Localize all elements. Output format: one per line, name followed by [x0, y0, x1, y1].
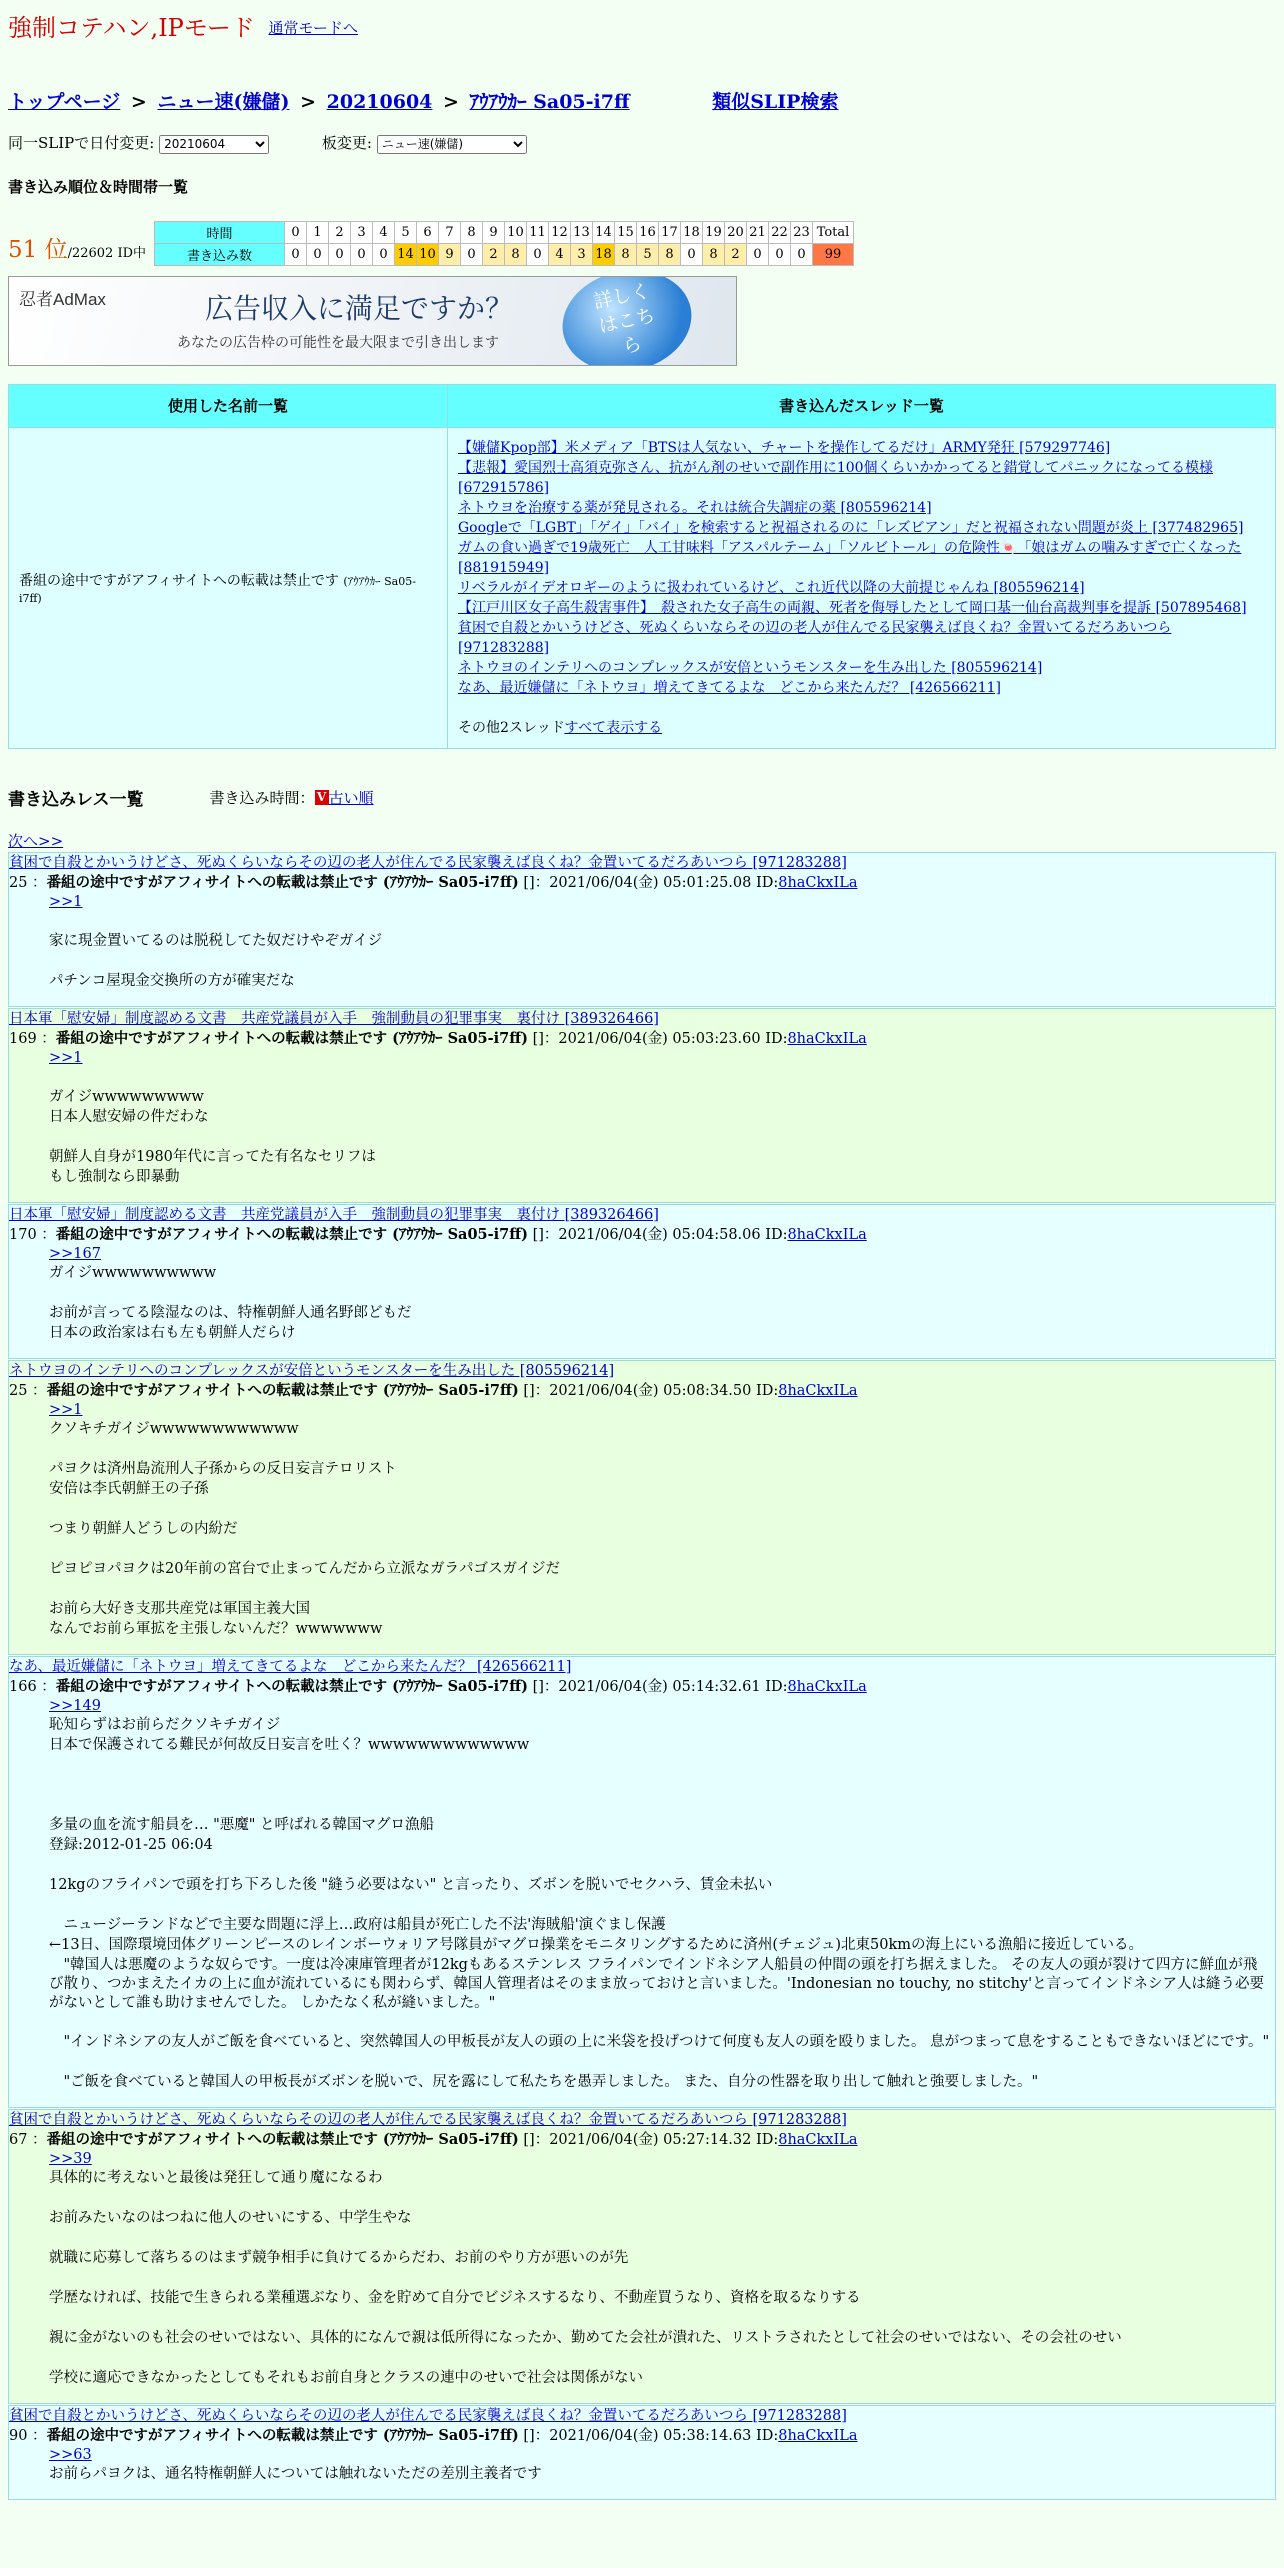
- hour-cell: 11: [527, 221, 549, 243]
- post-line: ピヨピヨパヨクは20年前の宮台で止まってんだから立派なガラパゴスガイジだ: [49, 1560, 561, 1577]
- post: [8, 2109, 1276, 2404]
- similar-slip-search-link[interactable]: 類似SLIP検索: [712, 91, 839, 113]
- post-thread-link[interactable]: 貧困で自殺とかいうけどさ、死ぬくらいならその辺の老人が住んでる民家襲えば良くね？金置いてるだろあいつら [971283288]: [9, 854, 847, 871]
- post-line: パチンコ屋現金交換所の方が確実だな: [49, 972, 295, 989]
- count-cell: 5: [637, 243, 659, 265]
- post-line: [49, 952, 1271, 972]
- date-change-label: 同一SLIPで日付変更:: [8, 134, 155, 152]
- post-line: "韓国人は悪魔のような奴らです。一度は冷凍庫管理者が12kgもあるステンレス フライパンでインドネシア人船員の仲間の頭を打ち据えました。 その友人の頭が裂けて四方に鮮血が飛び散り、つかまえたイカの上に血が流れているにも関わらず、韓国人管理者はそのまま放っておけと言いました。'Indonesian no touchy, no stitchy'と言ってインドネシア人は縫う必要がないとして誰も助けませんでした。 しかたなく私が縫いました。": [49, 1956, 1264, 2011]
- post-id-link[interactable]: 8haCkxILa: [778, 1382, 858, 1399]
- post-thread-link[interactable]: 貧困で自殺とかいうけどさ、死ぬくらいならその辺の老人が住んでる民家襲えば良くね？金置いてるだろあいつら [971283288]: [9, 2111, 847, 2128]
- count-cell: 3: [571, 243, 593, 265]
- post-body: [49, 1049, 1271, 1188]
- post-line: [49, 1796, 1271, 1816]
- post-line: お前が言ってる陰湿なのは、特権朝鮮人通名野郎どもだ: [49, 1304, 412, 1321]
- post-author: 番組の途中ですがアフィサイトへの転載は禁止です (ｱｳｱｳｶｰ Sa05-i7ff): [55, 1029, 528, 1047]
- hour-cell: 2: [329, 221, 351, 243]
- ad-button-label: 詳しくはこちら: [591, 278, 658, 358]
- post-line: "インドネシアの友人がご飯を食べていると、突然韓国人の甲板長が友人の頭の上に米袋を投げつけて何度も友人の頭を殴りました。 息がつまって息をすることもできないほどにです。": [49, 2033, 1270, 2050]
- post-line: [49, 2269, 1271, 2289]
- count-row: [155, 243, 854, 265]
- post-line: 朝鮮人自身が1980年代に言ってた有名なセリフは: [49, 1148, 376, 1165]
- post-thread-link[interactable]: 日本軍「慰安婦」制度認める文書 共産党議員が入手 強制動員の犯罪事実 裏付け [389326466]: [9, 1010, 659, 1027]
- count-cell: 0: [791, 243, 813, 265]
- hour-cell: 3: [351, 221, 373, 243]
- post-thread-link[interactable]: ネトウヨのインテリへのコンプレックスが安倍というモンスターを生み出した [805596214]: [9, 1362, 615, 1379]
- count-cell: 4: [549, 243, 571, 265]
- post-date: []：2021/06/04(金) 05:14:32.61 ID:: [528, 1678, 788, 1695]
- thread-list-item: [458, 498, 1265, 518]
- post-meta: 169 ：番組の途中ですがアフィサイトへの転載は禁止です (ｱｳｱｳｶｰ Sa05-i7ff) []：2021/06/04(金) 05:03:23.60 ID:8haCkxILa: [9, 1029, 867, 1047]
- hour-cell: 7: [439, 221, 461, 243]
- post-author: 番組の途中ですがアフィサイトへの転載は禁止です (ｱｳｱｳｶｰ Sa05-i7ff): [46, 2426, 519, 2444]
- count-cell: 2: [725, 243, 747, 265]
- post-thread-link[interactable]: 貧困で自殺とかいうけどさ、死ぬくらいならその辺の老人が住んでる民家襲えば良くね？金置いてるだろあいつら [971283288]: [9, 2407, 847, 2424]
- rank-total: /22602 ID中: [67, 245, 147, 261]
- ranking-section-title: 書き込み順位＆時間帯一覧: [8, 177, 189, 196]
- hour-cell: 17: [659, 221, 681, 243]
- count-cell: 0: [307, 243, 329, 265]
- rank-number: 51 位: [8, 236, 68, 263]
- count-cell: 0: [461, 243, 483, 265]
- thread-list-item: [458, 578, 1265, 598]
- post-body: [49, 893, 1271, 992]
- post-line: ニュージーランドなどで主要な問題に浮上…政府は船員が死亡した不法'海賊船'演ぐまし保護: [49, 1916, 666, 1933]
- threads-column-header: 書き込んだスレッド一覧: [448, 384, 1276, 427]
- breadcrumb-sep: >: [130, 91, 147, 113]
- more-threads-prefix: その他2スレッド: [458, 719, 565, 736]
- post: [8, 852, 1276, 1007]
- post-date: []：2021/06/04(金) 05:03:23.60 ID:: [528, 1030, 788, 1047]
- thread-list-item: [458, 438, 1265, 458]
- thread-link[interactable]: ネトウヨのインテリへのコンプレックスが安倍というモンスターを生み出した [805596214]: [458, 659, 1043, 676]
- count-cell: 8: [615, 243, 637, 265]
- post-body: [49, 1401, 1271, 1640]
- board-change-label: 板変更:: [321, 134, 372, 152]
- count-cell: 14: [395, 243, 417, 265]
- post-line: [49, 1756, 1271, 1776]
- thread-link[interactable]: 【江戸川区女子高生殺害事件】 殺された女子高生の両親、死者を侮辱したとして岡口基一仙台高裁判事を提訴 [507895468]: [458, 599, 1247, 616]
- ad-subtext: あなたの広告枠の可能性を最大限まで引き出します: [177, 334, 499, 351]
- post-line: 日本人慰安婦の件だわな: [49, 1108, 209, 1125]
- count-cell: 0: [285, 243, 307, 265]
- post-line: お前みたいなのはつねに他人のせいにする、中学生やな: [49, 2209, 412, 2226]
- post-line: お前らパヨクは、通名特権朝鮮人については触れないただの差別主義者です: [49, 2465, 542, 2482]
- thread-link[interactable]: Googleで「LGBT」「ゲイ」「バイ」を検索すると祝福されるのに「レズビアン」だと祝福されない問題が炎上 [377482965]: [458, 519, 1244, 536]
- thread-link[interactable]: 【悲報】愛国烈士高須克弥さん、抗がん剤のせいで副作用に100個くらいかかってると錯覚してパニックになってる模様 [672915786]: [458, 459, 1213, 496]
- count-cell: 18: [593, 243, 615, 265]
- thread-link[interactable]: 貧困で自殺とかいうけどさ、死ぬくらいならその辺の老人が住んでる民家襲えば良くね？金置いてるだろあいつら [971283288]: [458, 619, 1172, 656]
- breadcrumb-top[interactable]: トップページ: [8, 91, 121, 113]
- breadcrumb-slip[interactable]: ｱｳｱｳｶｰ Sa05-i7ff: [469, 91, 630, 113]
- post-line: 家に現金置いてるのは脱税してた奴だけやぞガイジ: [49, 932, 383, 949]
- post-line: つまり朝鮮人どうしの内紛だ: [49, 1520, 238, 1537]
- post-meta: 166 ：番組の途中ですがアフィサイトへの転載は禁止です (ｱｳｱｳｶｰ Sa05-i7ff) []：2021/06/04(金) 05:14:32.61 ID:8haCkxILa: [9, 1677, 867, 1695]
- more-threads: [458, 718, 1265, 738]
- post-body: [49, 1245, 1271, 1344]
- count-cell: 9: [439, 243, 461, 265]
- post-body: [49, 1697, 1271, 2093]
- post-list: [8, 852, 1276, 2500]
- post-line: ガイジwwwwwwwww: [49, 1088, 204, 1105]
- hour-cell: 5: [395, 221, 417, 243]
- post-body: [49, 2150, 1271, 2389]
- hour-cell: 15: [615, 221, 637, 243]
- post-date: []：2021/06/04(金) 05:01:25.08 ID:: [518, 874, 779, 891]
- poster-slip: (ｱｳｱｳｶｰ Sa05-i7ff): [19, 574, 416, 605]
- post-line: [49, 2229, 1271, 2249]
- ad-headline: 広告収入に満足ですか？: [205, 291, 514, 325]
- post-line: 日本で保護されてる難民が何故反日妄言を吐く？wwwwwwwwwwwww: [49, 1736, 530, 1753]
- post-line: "ご飯を食べていると韓国人の甲板長がズボンを脱いで、尻を露にして私たちを愚弄しました。 また、自分の性器を取り出して触れと強要しました。": [49, 2073, 1039, 2090]
- count-cell: 2: [483, 243, 505, 265]
- count-cell: 0: [527, 243, 549, 265]
- count-cell: 8: [505, 243, 527, 265]
- post-body: [49, 2446, 1271, 2485]
- post-number: 169: [9, 1030, 37, 1047]
- post: [8, 1204, 1276, 1359]
- post-line: [49, 2013, 1271, 2033]
- post-author: 番組の途中ですがアフィサイトへの転載は禁止です (ｱｳｱｳｶｰ Sa05-i7ff): [46, 873, 519, 891]
- hour-cell: 21: [747, 221, 769, 243]
- reply-anchor-link[interactable]: >>149: [49, 1697, 101, 1714]
- post-date: []：2021/06/04(金) 05:04:58.06 ID:: [528, 1226, 788, 1243]
- thread-link[interactable]: なあ、最近嫌儲に「ネトウヨ」増えてきてるよな どこから来たんだ？ [426566211]: [458, 679, 1001, 696]
- hour-cell: 13: [571, 221, 593, 243]
- post-line: 登録:2012-01-25 06:04: [49, 1836, 213, 1853]
- hour-total-header: Total: [813, 221, 854, 243]
- post-author: 番組の途中ですがアフィサイトへの転載は禁止です (ｱｳｱｳｶｰ Sa05-i7ff): [55, 1677, 528, 1695]
- hour-cell: 14: [593, 221, 615, 243]
- post-line: [49, 1068, 1271, 1088]
- post-line: なんでお前ら軍拡を主張しないんだ？wwwwwww: [49, 1620, 383, 1637]
- post-line: パヨクは済州島流刑人子孫からの反日妄言テロリスト: [49, 1460, 397, 1477]
- post-number: 67: [9, 2131, 28, 2148]
- normal-mode-link[interactable]: 通常モードへ: [268, 19, 358, 37]
- post-line: ←13日、国際環境団体グリーンピースのレインボーウォリア号隊員がマグロ操業をモニタリングするために済州(チェジュ)北東50kmの海上にいる漁船に接近している。: [49, 1936, 1143, 1953]
- ad-banner[interactable]: [8, 276, 737, 366]
- thread-link[interactable]: 【嫌儲Kpop部】米メディア「BTSは人気ない、チャートを操作してるだけ」ARMY発狂 [579297746]: [458, 439, 1111, 456]
- reply-anchor-link[interactable]: >>39: [49, 2150, 92, 2167]
- post-line: 12kgのフライパンで頭を打ち下ろした後 "縫う必要はない" と言ったり、ズボンを脱いでセクハラ、賃金未払い: [49, 1876, 773, 1893]
- post-line: [49, 1500, 1271, 1520]
- post-line: [49, 1776, 1271, 1796]
- post-id-link[interactable]: 8haCkxILa: [787, 1226, 867, 1243]
- thread-list-item: [458, 598, 1265, 618]
- post-line: 親に金がないのも社会のせいではない、具体的になんで親は低所得になったか、勤めてた会社が潰れた、リストラされたとして社会のせいではない、その会社のせい: [49, 2329, 1122, 2346]
- breadcrumb-sep: >: [443, 91, 459, 113]
- hour-cell: 6: [417, 221, 439, 243]
- count-cell: 10: [417, 243, 439, 265]
- hour-cell: 18: [681, 221, 703, 243]
- count-cell: 8: [659, 243, 681, 265]
- post-line: 多量の血を流す船員を… "悪魔" と呼ばれる韓国マグロ漁船: [49, 1816, 435, 1833]
- hour-cell: 9: [483, 221, 505, 243]
- board-select[interactable]: [377, 135, 527, 154]
- hour-cell: 23: [791, 221, 813, 243]
- sort-oldest-link[interactable]: 古い順: [328, 788, 374, 807]
- thread-link[interactable]: ネトウヨを治療する薬が発見される。それは統合失調症の薬 [805596214]: [458, 499, 932, 516]
- thread-list-item: [458, 518, 1265, 538]
- count-total-cell: 99: [813, 243, 854, 265]
- ad-logo: [19, 285, 106, 310]
- thread-list-cell: [448, 427, 1276, 748]
- thread-list-item: [458, 538, 1265, 578]
- count-cell: 0: [373, 243, 395, 265]
- post-line: [49, 2349, 1271, 2369]
- mode-header: [8, 8, 1276, 43]
- post-line: 就職に応募して落ちるのはまず競争相手に負けてるからだわ、お前のやり方が悪いのが先: [49, 2249, 629, 2266]
- thread-list: [458, 438, 1265, 698]
- reply-anchor-link[interactable]: >>63: [49, 2446, 92, 2463]
- reply-anchor-link[interactable]: >>167: [49, 1245, 101, 1262]
- post-line: [49, 1856, 1271, 1876]
- next-page-link[interactable]: 次へ>>: [8, 831, 64, 850]
- post-meta: 25 ：番組の途中ですがアフィサイトへの転載は禁止です (ｱｳｱｳｶｰ Sa05-i7ff) []：2021/06/04(金) 05:08:34.50 ID:8haCkxILa: [9, 1381, 858, 1399]
- post-thread-link[interactable]: 日本軍「慰安婦」制度認める文書 共産党議員が入手 強制動員の犯罪事実 裏付け [389326466]: [9, 1206, 659, 1223]
- post-date: []：2021/06/04(金) 05:38:14.63 ID:: [518, 2427, 779, 2444]
- post-number: 25: [9, 874, 28, 891]
- post-meta: 67 ：番組の途中ですがアフィサイトへの転載は禁止です (ｱｳｱｳｶｰ Sa05-i7ff) []：2021/06/04(金) 05:27:14.32 ID:8haCkxILa: [9, 2130, 858, 2148]
- sort-v-icon: V: [315, 790, 329, 805]
- hour-cell: 1: [307, 221, 329, 243]
- thread-list-item: [458, 658, 1265, 678]
- post-line: 日本の政治家は右も左も朝鮮人だらけ: [49, 1324, 296, 1341]
- breadcrumb: [8, 87, 1276, 114]
- post-meta: 25 ：番組の途中ですがアフィサイトへの転載は禁止です (ｱｳｱｳｶｰ Sa05-i7ff) []：2021/06/04(金) 05:01:25.08 ID:8haCkxILa: [9, 873, 858, 891]
- name-cell: [9, 427, 448, 748]
- pager: [8, 830, 1276, 851]
- post: [8, 2405, 1276, 2500]
- post-line: 学歴なければ、技能で生きられる業種選ぶなり、金を貯めて自分でビジネスするなり、不動産買うなり、資格を取るなりする: [49, 2289, 861, 2306]
- thread-list-item: [458, 618, 1265, 658]
- hour-cell: 22: [769, 221, 791, 243]
- post: [8, 1656, 1276, 2108]
- ad-details-button[interactable]: [553, 276, 701, 366]
- post-line: お前ら大好き支那共産党は軍国主義大国: [49, 1600, 310, 1617]
- hour-cell: 10: [505, 221, 527, 243]
- post-author: 番組の途中ですがアフィサイトへの転載は禁止です (ｱｳｱｳｶｰ Sa05-i7ff): [55, 1225, 528, 1243]
- rank-display: [8, 221, 146, 264]
- reply-anchor-link[interactable]: >>1: [49, 1049, 83, 1066]
- post-id-link[interactable]: 8haCkxILa: [778, 2427, 858, 2444]
- hour-cell: 8: [461, 221, 483, 243]
- post-line: 安倍は李氏朝鮮王の子孫: [49, 1480, 209, 1497]
- post-thread-link[interactable]: なあ、最近嫌儲に「ネトウヨ」増えてきてるよな どこから来たんだ？ [426566211]: [9, 1658, 572, 1675]
- thread-link[interactable]: ガムの食い過ぎで19歳死亡 人工甘味料「アスパルテーム」「ソルビトール」の危険性🍬「娘はガムの噛みすぎで亡くなった [881915949]: [458, 539, 1242, 576]
- count-cell: 0: [351, 243, 373, 265]
- post-line: [49, 2189, 1271, 2209]
- post-date: []：2021/06/04(金) 05:27:14.32 ID:: [518, 2131, 779, 2148]
- sort-order: [210, 787, 374, 808]
- show-all-threads-link[interactable]: すべて表示する: [564, 719, 663, 736]
- ad-brand: 忍者AdMax: [19, 289, 106, 309]
- hourly-table: [154, 221, 854, 266]
- hour-cell: 20: [725, 221, 747, 243]
- hour-row-label: 時間: [155, 221, 285, 243]
- post: [8, 1360, 1276, 1655]
- reply-anchor-link[interactable]: >>1: [49, 1401, 83, 1418]
- reply-anchor-link[interactable]: >>1: [49, 893, 83, 910]
- count-cell: 0: [329, 243, 351, 265]
- hour-row: [155, 221, 854, 243]
- post-number: 166: [9, 1678, 37, 1695]
- breadcrumb-date[interactable]: 20210604: [326, 91, 433, 113]
- thread-list-item: [458, 458, 1265, 498]
- thread-list-item: [458, 678, 1265, 698]
- post-line: もし強制なら即暴動: [49, 1168, 180, 1185]
- hour-cell: 0: [285, 221, 307, 243]
- names-threads-table: [8, 384, 1276, 749]
- posts-header: [8, 785, 1276, 810]
- date-select[interactable]: [159, 135, 269, 154]
- count-row-label: 書き込み数: [155, 243, 285, 265]
- hour-cell: 19: [703, 221, 725, 243]
- posts-title: 書き込みレス一覧: [8, 789, 144, 810]
- post-line: [49, 1440, 1271, 1460]
- post-line: [49, 2309, 1271, 2329]
- post-id-link[interactable]: 8haCkxILa: [778, 2131, 858, 2148]
- post-id-link[interactable]: 8haCkxILa: [787, 1678, 867, 1695]
- post-line: [49, 1540, 1271, 1560]
- post-line: [49, 1128, 1271, 1148]
- post-meta: 170 ：番組の途中ですがアフィサイトへの転載は禁止です (ｱｳｱｳｶｰ Sa05-i7ff) []：2021/06/04(金) 05:04:58.06 ID:8haCkxILa: [9, 1225, 867, 1243]
- post-number: 25: [9, 1382, 28, 1399]
- post-line: クソキチガイジwwwwwwwwwwww: [49, 1420, 299, 1437]
- count-cell: 8: [703, 243, 725, 265]
- post-line: [49, 1896, 1271, 1916]
- hour-cell: 16: [637, 221, 659, 243]
- hour-cell: 12: [549, 221, 571, 243]
- post-line: ガイジwwwwwwwwww: [49, 1264, 217, 1281]
- post-line: [49, 1284, 1271, 1304]
- sort-order-label: 書き込み時間：: [209, 788, 315, 807]
- count-cell: 0: [769, 243, 791, 265]
- selector-bar: [8, 132, 1276, 154]
- poster-name: 番組の途中ですがアフィサイトへの転載は禁止です: [19, 572, 339, 589]
- post: [8, 1008, 1276, 1203]
- post-author: 番組の途中ですがアフィサイトへの転載は禁止です (ｱｳｱｳｶｰ Sa05-i7ff): [46, 1381, 519, 1399]
- post-id-link[interactable]: 8haCkxILa: [778, 874, 858, 891]
- post-date: []：2021/06/04(金) 05:08:34.50 ID:: [518, 1382, 779, 1399]
- thread-link[interactable]: リベラルがイデオロギーのように扱われているけど、これ近代以降の大前提じゃんね [805596214]: [458, 579, 1085, 596]
- post-id-link[interactable]: 8haCkxILa: [787, 1030, 867, 1047]
- post-meta: 90 ：番組の途中ですがアフィサイトへの転載は禁止です (ｱｳｱｳｶｰ Sa05-i7ff) []：2021/06/04(金) 05:38:14.63 ID:8haCkxILa: [9, 2426, 858, 2444]
- breadcrumb-sep: >: [300, 91, 316, 113]
- count-cell: 0: [747, 243, 769, 265]
- post-number: 170: [9, 1226, 37, 1243]
- post-author: 番組の途中ですがアフィサイトへの転載は禁止です (ｱｳｱｳｶｰ Sa05-i7ff): [46, 2130, 519, 2148]
- count-cell: 0: [681, 243, 703, 265]
- post-line: 具体的に考えないと最後は発狂して通り魔になるわ: [49, 2169, 383, 2186]
- post-line: 恥知らずはお前らだクソキチガイジ: [49, 1716, 281, 1733]
- breadcrumb-board[interactable]: ニュー速(嫌儲): [157, 91, 290, 113]
- names-column-header: 使用した名前一覧: [9, 384, 448, 427]
- post-line: [49, 2053, 1271, 2073]
- post-line: [49, 1580, 1271, 1600]
- mode-title: 強制コテハン,IPモード: [8, 14, 255, 42]
- post-line: [49, 912, 1271, 932]
- ranking-area: [8, 221, 1276, 266]
- hour-cell: 4: [373, 221, 395, 243]
- post-number: 90: [9, 2427, 28, 2444]
- post-line: 学校に適応できなかったとしてもそれもお前自身とクラスの連中のせいで社会は関係がない: [49, 2369, 644, 2386]
